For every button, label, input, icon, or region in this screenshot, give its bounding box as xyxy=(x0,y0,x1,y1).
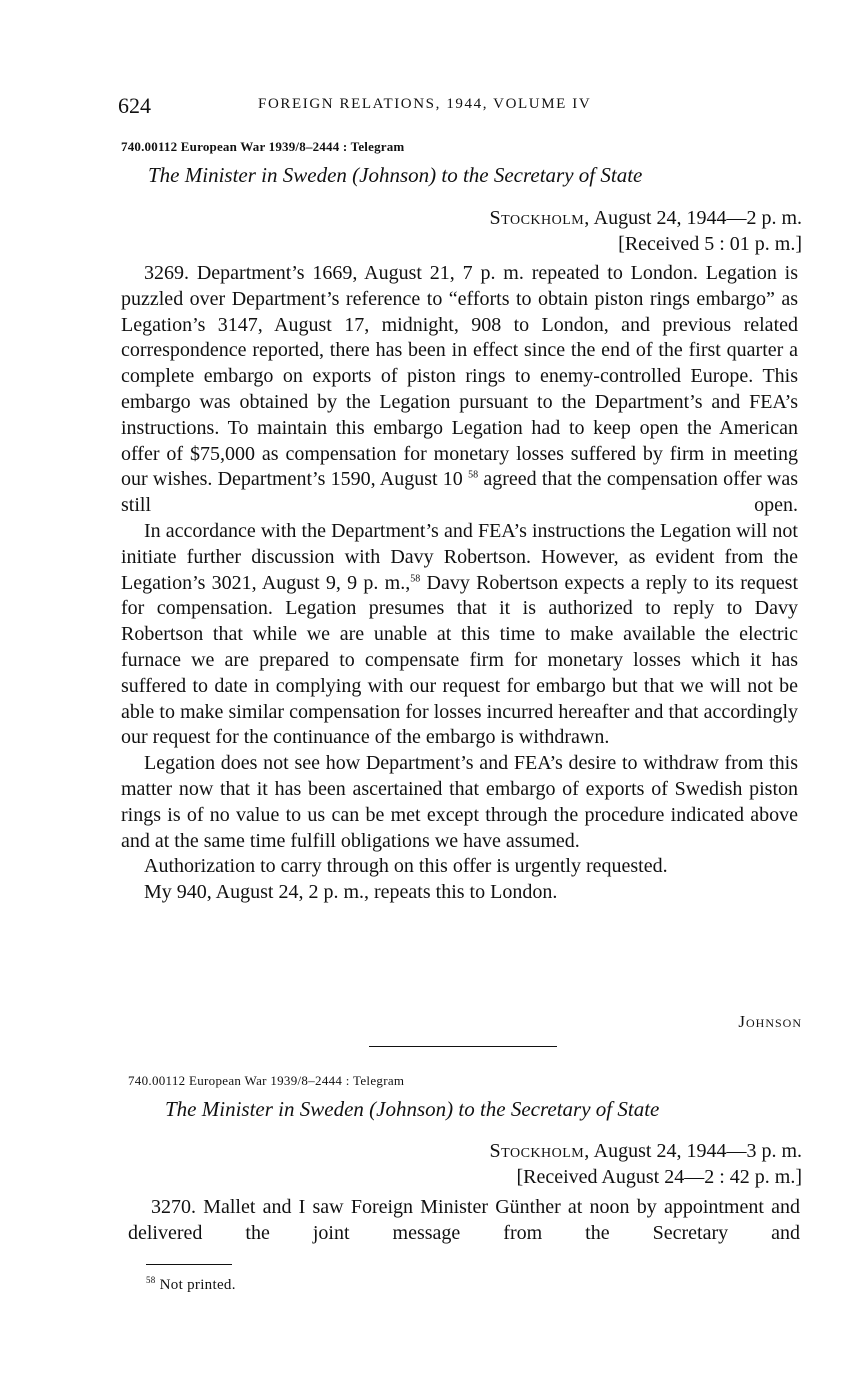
footnote-text: Not printed. xyxy=(159,1277,236,1293)
page-number: 624 xyxy=(118,93,151,118)
doc1-paragraph xyxy=(121,519,798,751)
doc1-paragraph xyxy=(121,261,798,519)
footnote-rule xyxy=(146,1264,232,1265)
footnote xyxy=(146,1277,236,1294)
doc1-place: Stockholm, xyxy=(489,207,590,229)
doc1-signature: Johnson xyxy=(738,1012,802,1031)
doc2-body xyxy=(128,1195,800,1247)
doc1-dateline xyxy=(490,207,802,230)
doc2-date-time: August 24, 1944—3 p. m. xyxy=(593,1140,802,1162)
doc2-file-number: 740.00112 European War 1939/8–2444 : Telegram xyxy=(128,1073,405,1088)
doc1-paragraph-4: Authorization to carry through on this offer is urgently requested. xyxy=(144,855,668,878)
running-head: FOREIGN RELATIONS, 1944, VOLUME IV xyxy=(258,96,592,112)
doc1-paragraph-5: My 940, August 24, 2 p. m., repeats this to London. xyxy=(144,881,558,904)
doc1-body xyxy=(121,261,798,906)
section-divider xyxy=(369,1046,557,1047)
doc1-paragraph-2: In accordance with the Department’s and FEA’s instructions the Legation will not initiate further discussion with Davy Robertson. However, as evident from the Legation’s 3021, August 9, 9 p. m., xyxy=(121,519,798,594)
doc2-received: [Received August 24—2 : 42 p. m.] xyxy=(516,1166,802,1188)
doc2-paragraph-1: 3270. Mallet and I saw Foreign Minister Günther at noon by appointment and delivered the joint message from the Secretary and xyxy=(128,1196,800,1244)
doc1-paragraph-1-tail: agreed that the compensation offer was still open. xyxy=(121,468,799,517)
doc1-paragraph-2-tail: Davy Robertson expects a reply to its request for compensation. Legation presumes that it is authorized to reply to Davy Robertson that while we are unable at this time to make available the electric furnace we are prepared to compensate firm for monetary losses which it has suffered to date in complying with our request for embargo but that we will not be able to make similar compensation for losses incurred hereafter and that accordingly our request for the continuance of the embargo is withdrawn. xyxy=(121,571,799,749)
doc1-paragraph-1: 3269. Department’s 1669, August 21, 7 p. m. repeated to London. Legation is puzzled over Department’s reference to “efforts to obtain piston rings embargo” as Legation’s 3147, August 17, midnight, 908 to London, and previous related correspondence reported, there has been in effect since the end of the first quarter a complete embargo on exports of piston rings to enemy-controlled Europe. This embargo was obtained by the Legation pursuant to the Department’s and FEA’s instructions. To maintain this embargo Legation had to keep open the American offer of $75,000 as compensation for monetary losses suffered by firm in meeting our wishes. Department’s 1590, August 10 xyxy=(121,262,798,491)
doc2-title: The Minister in Sweden (Johnson) to the Secretary of State xyxy=(165,1097,660,1121)
doc1-paragraph-3: Legation does not see how Department’s and FEA’s desire to withdraw from this matter now that it has been ascertained that embargo of exports of Swedish piston rings is of no value to us can be met except through the procedure indicated above and at the same time fulfill obligations we have assumed. xyxy=(121,752,798,852)
doc1-date-time: August 24, 1944—2 p. m. xyxy=(593,207,802,229)
doc2-place: Stockholm, xyxy=(489,1140,590,1162)
doc1-received: [Received 5 : 01 p. m.] xyxy=(618,233,802,255)
footnote-ref: 58 xyxy=(468,469,479,481)
doc1-title: The Minister in Sweden (Johnson) to the Secretary of State xyxy=(148,163,643,187)
doc1-file-number: 740.00112 European War 1939/8–2444 : Telegram xyxy=(121,139,405,154)
footnote-ref: 58 xyxy=(410,572,421,584)
doc2-dateline xyxy=(490,1140,802,1163)
footnote-marker: 58 xyxy=(146,1275,156,1285)
